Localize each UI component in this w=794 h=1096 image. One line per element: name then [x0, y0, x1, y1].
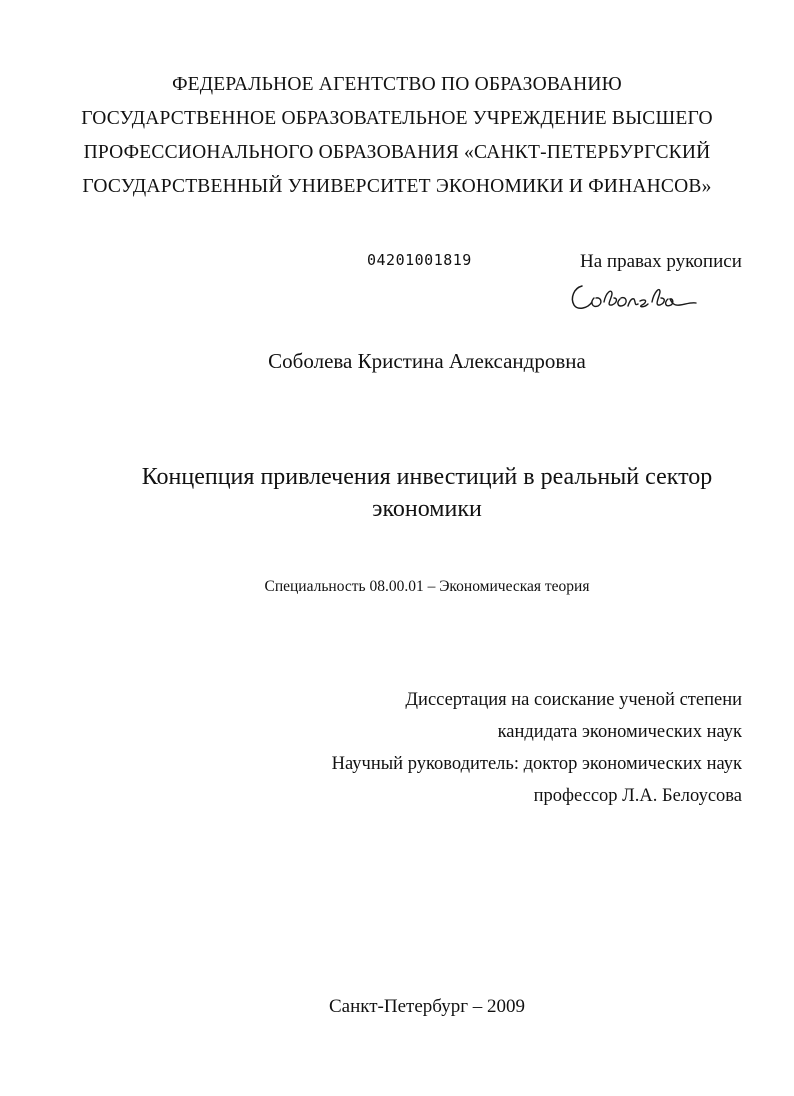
header-line: ГОСУДАРСТВЕННОЕ ОБРАЗОВАТЕЛЬНОЕ УЧРЕЖДЕНИЕ ВЫСШЕГО — [81, 108, 713, 129]
dissertation-title — [40, 461, 794, 525]
specialty-line: Специальность 08.00.01 – Экономическая теория — [264, 578, 590, 595]
header-line: ПРОФЕССИОНАЛЬНОГО ОБРАЗОВАНИЯ «САНКТ-ПЕТЕРБУРГСКИЙ — [83, 142, 711, 163]
degree-line: Диссертация на соискание ученой степени — [405, 690, 742, 710]
title-line: экономики — [372, 496, 482, 522]
header-line: ГОСУДАРСТВЕННЫЙ УНИВЕРСИТЕТ ЭКОНОМИКИ И ФИНАНСОВ» — [82, 176, 712, 197]
degree-line: профессор Л.А. Белоусова — [533, 786, 742, 806]
header-line: ФЕДЕРАЛЬНОЕ АГЕНТСТВО ПО ОБРАЗОВАНИЮ — [172, 74, 622, 95]
document-number: 04201001819 — [367, 251, 472, 269]
title-line: Концепция привлечения инвестиций в реальный сектор — [141, 464, 713, 490]
manuscript-rights-note: На правах рукописи — [580, 251, 742, 272]
degree-block — [332, 684, 742, 812]
institution-header — [40, 68, 754, 204]
place-and-year: Санкт-Петербург – 2009 — [328, 996, 525, 1017]
handwritten-signature — [568, 272, 698, 316]
author-name: Соболева Кристина Александровна — [268, 349, 586, 373]
degree-line: Научный руководитель: доктор экономических наук — [331, 754, 742, 774]
degree-line: кандидата экономических наук — [497, 722, 742, 742]
